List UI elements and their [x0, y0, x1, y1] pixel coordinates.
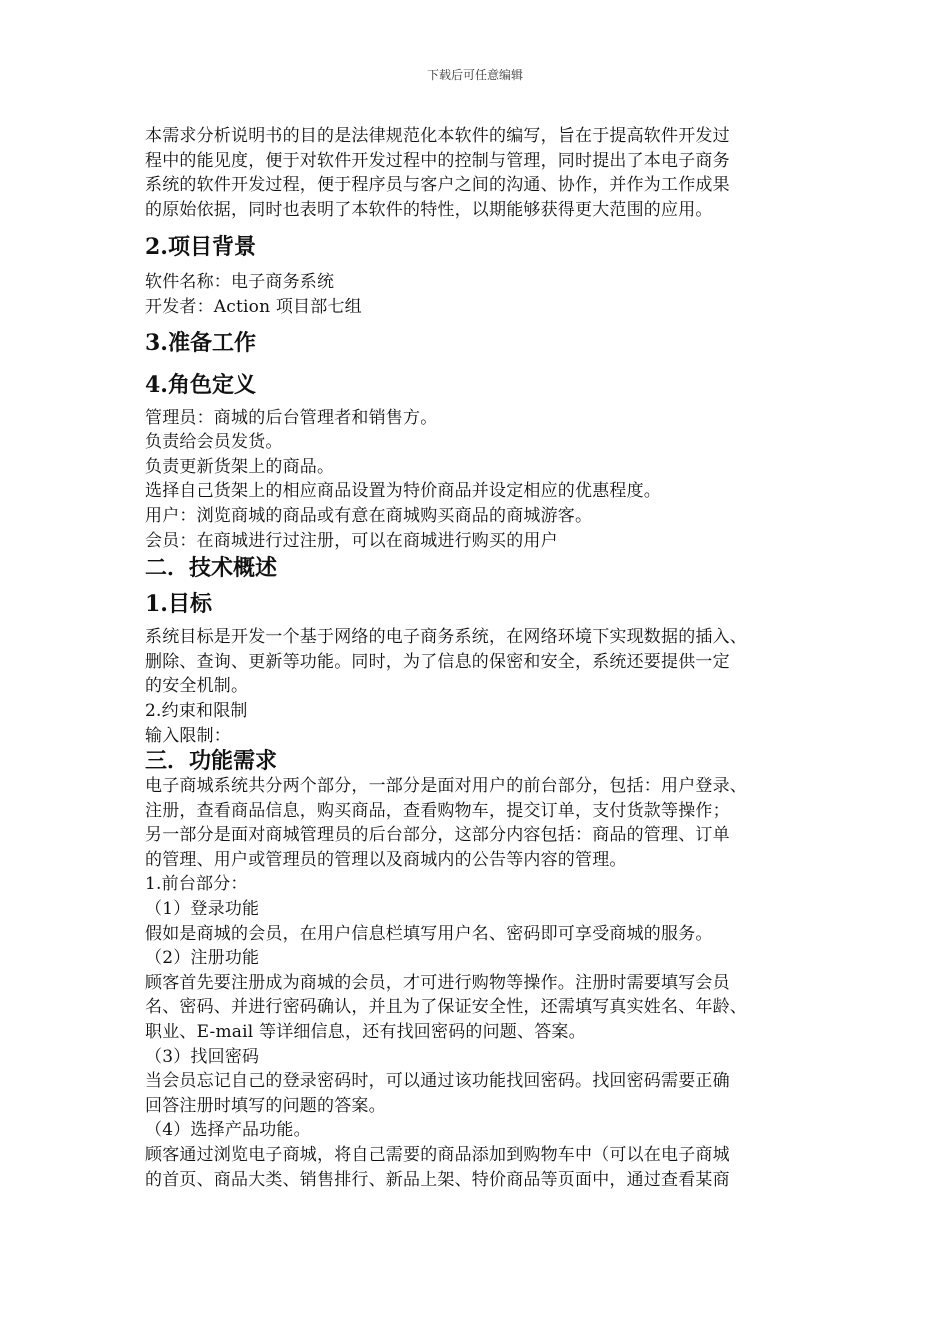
heading-tech-overview: 二．技术概述 [145, 555, 278, 582]
role-line: 管理员：商城的后台管理者和销售方。 [145, 407, 438, 428]
role-line: 会员：在商城进行过注册，可以在商城进行购买的用户 [145, 530, 558, 551]
heading-project-background: 2.项目背景 [145, 234, 256, 261]
document-body [145, 124, 825, 1192]
page-header: 下载后可任意编辑 [426, 68, 523, 82]
function-line: 顾客首先要注册成为商城的会员，才可进行购物等操作。注册时需要填写会员 [145, 972, 730, 993]
role-line: 负责更新货架上的商品。 [145, 456, 335, 477]
heading-goal: 1.目标 [145, 591, 212, 618]
software-name-line: 软件名称：电子商务系统 [145, 272, 335, 293]
function-line: 顾客通过浏览电子商城，将自己需要的商品添加到购物车中（可以在电子商城 [145, 1145, 730, 1165]
function-line: 的管理、用户或管理员的管理以及商城内的公告等内容的管理。 [145, 849, 627, 870]
intro-paragraph [145, 124, 825, 222]
goal-line: 的安全机制。 [145, 676, 249, 697]
input-limit-line: 输入限制： [145, 725, 231, 746]
role-line: 选择自己货架上的相应商品设置为特价商品并设定相应的优惠程度。 [145, 481, 661, 502]
intro-line: 系统的软件开发过程，便于程序员与客户之间的沟通、协作，并作为工作成果 [145, 175, 730, 196]
function-line: 当会员忘记自己的登录密码时，可以通过该功能找回密码。找回密码需要正确 [145, 1071, 730, 1092]
role-line: 负责给会员发货。 [145, 432, 283, 453]
goal-section [145, 625, 825, 748]
function-line: 另一部分是面对商城管理员的后台部分，这部分内容包括：商品的管理、订单 [145, 825, 730, 846]
constraints-line: 2.约束和限制 [145, 700, 248, 721]
function-line: 1.前台部分： [145, 874, 248, 895]
function-line: 职业、E-mail 等详细信息，还有找回密码的问题、答案。 [145, 1022, 586, 1043]
functions-section [145, 774, 825, 1192]
goal-line: 系统目标是开发一个基于网络的电子商务系统，在网络环境下实现数据的插入、 [145, 627, 747, 648]
roles-section [145, 406, 825, 554]
function-line: （3）找回密码 [145, 1046, 260, 1067]
function-line: （4）选择产品功能。 [145, 1120, 311, 1141]
intro-line: 程中的能见度，便于对软件开发过程中的控制与管理，同时提出了本电子商务 [145, 150, 730, 171]
function-line: 名、密码、并进行密码确认，并且为了保证安全性，还需填写真实姓名、年龄、 [145, 997, 747, 1018]
function-line: （2）注册功能 [145, 948, 260, 969]
background-section [145, 270, 825, 319]
function-line: 电子商城系统共分两个部分，一部分是面对用户的前台部分，包括：用户登录、 [145, 776, 747, 797]
intro-line: 的原始依据，同时也表明了本软件的特性，以期能够获得更大范围的应用。 [145, 199, 713, 220]
developer-line: 开发者：Action 项目部七组 [145, 296, 362, 317]
heading-functional-requirements: 三．功能需求 [145, 748, 278, 775]
goal-line: 删除、查询、更新等功能。同时，为了信息的保密和安全，系统还要提供一定 [145, 651, 730, 672]
function-line: 的首页、商品大类、销售排行、新品上架、特价商品等页面中，通过查看某商 [145, 1169, 730, 1190]
function-line: 假如是商城的会员，在用户信息栏填写用户名、密码即可享受商城的服务。 [145, 923, 713, 944]
role-line: 用户：浏览商城的商品或有意在商城购买商品的商城游客。 [145, 505, 593, 526]
heading-preparation: 3.准备工作 [145, 329, 256, 356]
intro-line: 本需求分析说明书的目的是法律规范化本软件的编写，旨在于提高软件开发过 [145, 126, 730, 146]
function-line: 回答注册时填写的问题的答案。 [145, 1095, 386, 1116]
function-line: 注册，查看商品信息，购买商品，查看购物车，提交订单，支付货款等操作； [145, 800, 730, 821]
heading-role-definition: 4.角色定义 [145, 371, 256, 398]
function-line: （1）登录功能 [145, 899, 260, 920]
